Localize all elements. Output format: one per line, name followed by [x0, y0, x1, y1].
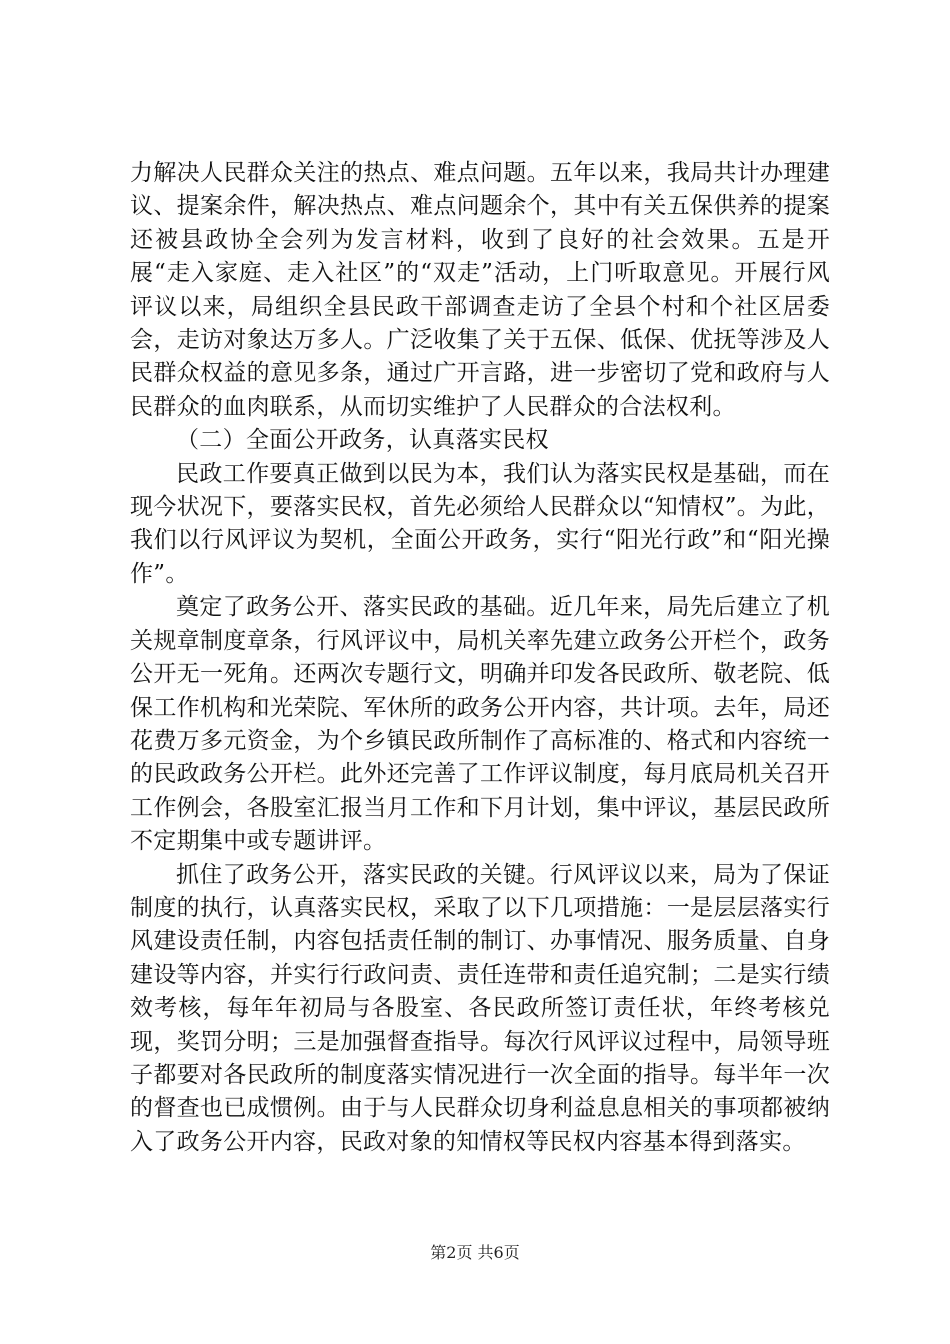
paragraph-foundation: 奠定了政务公开、落实民政的基础。近几年来，局先后建立了机关规章制度章条，行风评议中，局机关率先建立政务公开栏个，政务公开无一死角。还两次专题行文，明确并印发各民政所、敬老院、低保工作机构和光荣院、军休所的政务公开内容，共计项。去年，局还花费万多元资金，为个乡镇民政所制作了高标准的、格式和内容统一的民政政务公开栏。此外还完善了工作评议制度，每月底局机关召开工作例会，各股室汇报当月工作和下月计划，集中评议，基层民政所不定期集中或专题讲评。 [130, 594, 830, 855]
paragraph-key-measures: 抓住了政务公开，落实民政的关键。行风评议以来，局为了保证制度的执行，认真落实民权，采取了以下几项措施：一是层层落实行风建设责任制，内容包括责任制的制订、办事情况、服务质量、自身建设等内容，并实行行政问责、责任连带和责任追究制；二是实行绩效考核，每年年初局与各股室、各民政所签订责任状，年终考核兑现，奖罚分明；三是加强督查指导。每次行风评议过程中，局领导班子都要对各民政所的制度落实情况进行一次全面的指导。每半年一次的督查也已成惯例。由于与人民群众切身利益息息相关的事项都被纳入了政务公开内容，民政对象的知情权等民权内容基本得到落实。 [130, 861, 830, 1155]
page-number-footer: 第2页 共6页 [430, 1243, 520, 1262]
paragraph-civil-affairs: 民政工作要真正做到以民为本，我们认为落实民权是基础，而在现今状况下，要落实民权，首先必须给人民群众以“知情权”。为此，我们以行风评议为契机，全面公开政务，实行“阳光行政”和“阳光操作”。 [130, 460, 830, 587]
section-heading: （二）全面公开政务，认真落实民权 [176, 427, 549, 454]
document-body [130, 157, 830, 1159]
paragraph-continuation: 力解决人民群众关注的热点、难点问题。五年以来，我局共计办理建议、提案余件，解决热点、难点问题余个，其中有关五保供养的提案还被县政协全会列为发言材料，收到了良好的社会效果。五是开展“走入家庭、走入社区”的“双走”活动，上门听取意见。开展行风评议以来，局组织全县民政干部调查走访了全县个村和个社区居委会，走访对象达万多人。广泛收集了关于五保、低保、优抚等涉及人民群众权益的意见多条，通过广开言路，进一步密切了党和政府与人民群众的血肉联系，从而切实维护了人民群众的合法权利。 [130, 160, 830, 420]
